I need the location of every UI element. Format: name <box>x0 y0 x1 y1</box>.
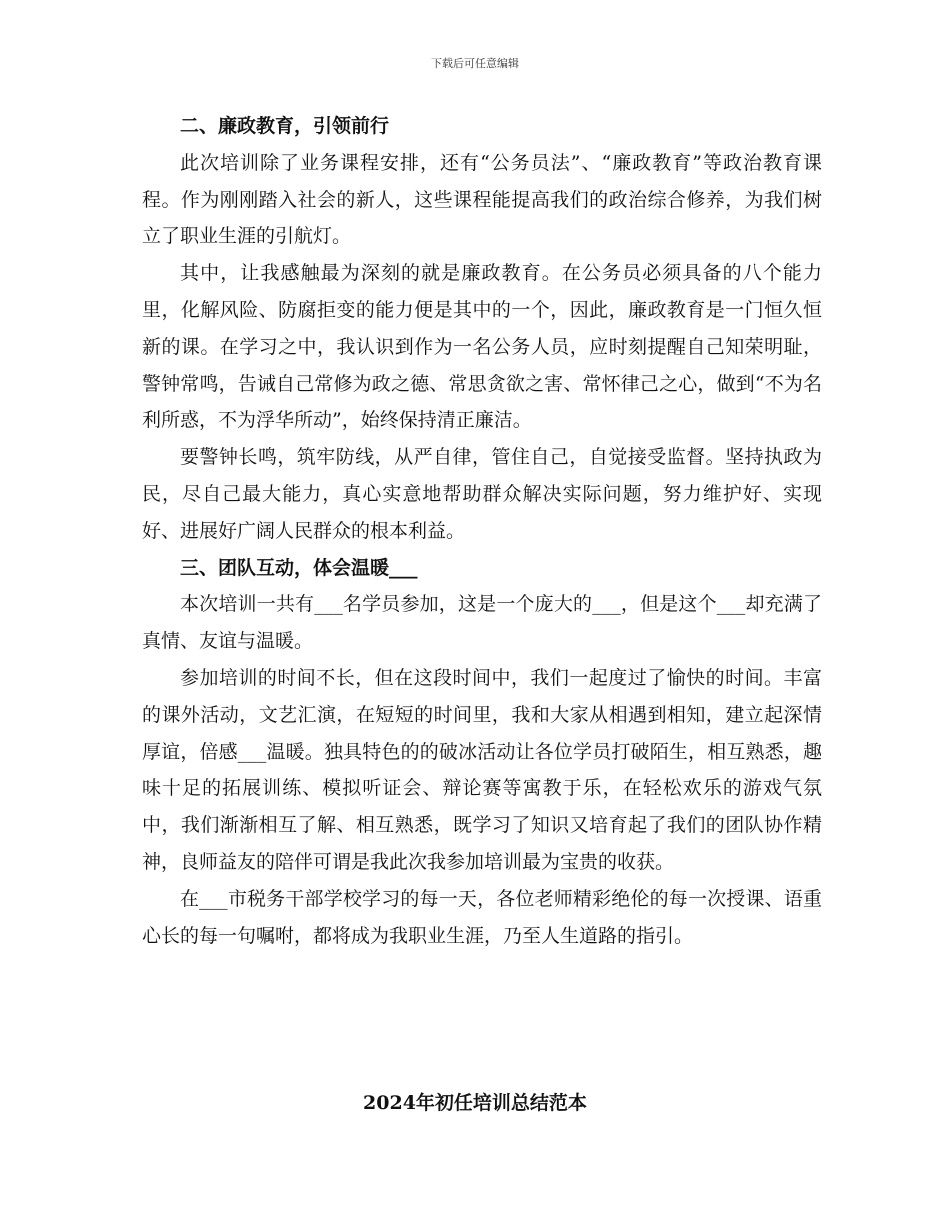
paragraph: 要警钟长鸣，筑牢防线，从严自律，管住自己，自觉接受监督。坚持执政为民，尽自己最大能力，真心实意地帮助群众解决实际问题，努力维护好、实现好、进展好广阔人民群众的根本利益。 <box>142 446 822 542</box>
document-title: 2024年初任培训总结范本 <box>363 1092 587 1114</box>
paragraph: 在___市税务干部学校学习的每一天，各位老师精彩绝伦的每一次授课、语重心长的每一句嘱咐，都将成为我职业生涯，乃至人生道路的指引。 <box>142 887 822 947</box>
section-heading-integrity: 二、廉政教育，引领前行 <box>180 115 390 137</box>
paragraph: 本次培训一共有___名学员参加，这是一个庞大的___，但是这个___却充满了真情、友谊与温暖。 <box>142 593 822 653</box>
paragraph: 此次培训除了业务课程安排，还有“公务员法”、“廉政教育”等政治教育课程。作为刚刚踏入社会的新人，这些课程能提高我们的政治综合修养，为我们树立了职业生涯的引航灯。 <box>142 151 822 248</box>
section-heading-teamwork: 三、团队互动，体会温暖___ <box>180 556 418 579</box>
paragraph: 其中，让我感触最为深刻的就是廉政教育。在公务员必须具备的八个能力里，化解风险、防腐拒变的能力便是其中的一个，因此，廉政教育是一门恒久恒新的课。在学习之中，我认识到作为一名公务人员，应时刻提醒自己知荣明耻，警钟常鸣，告诫自己常修为政之德、常思贪欲之害、常怀律己之心，做到“不为名利所惑，不为浮华所动”，始终保持清正廉洁。 <box>142 262 822 432</box>
document-body <box>142 108 822 954</box>
paragraph: 参加培训的时间不长，但在这段时间中，我们一起度过了愉快的时间。丰富的课外活动，文艺汇演，在短短的时间里，我和大家从相遇到相知，建立起深情厚谊，倍感___温暖。独具特色的的破冰活动让各位学员打破陌生，相互熟悉，趣味十足的拓展训练、模拟听证会、辩论赛等寓教于乐，在轻松欢乐的游戏气氛中，我们渐渐相互了解、相互熟悉，既学习了知识又培育起了我们的团队协作精神，良师益友的陪伴可谓是我此次我参加培训最为宝贵的收获。 <box>142 666 822 873</box>
header-note: 下载后可任意编辑 <box>431 57 519 70</box>
